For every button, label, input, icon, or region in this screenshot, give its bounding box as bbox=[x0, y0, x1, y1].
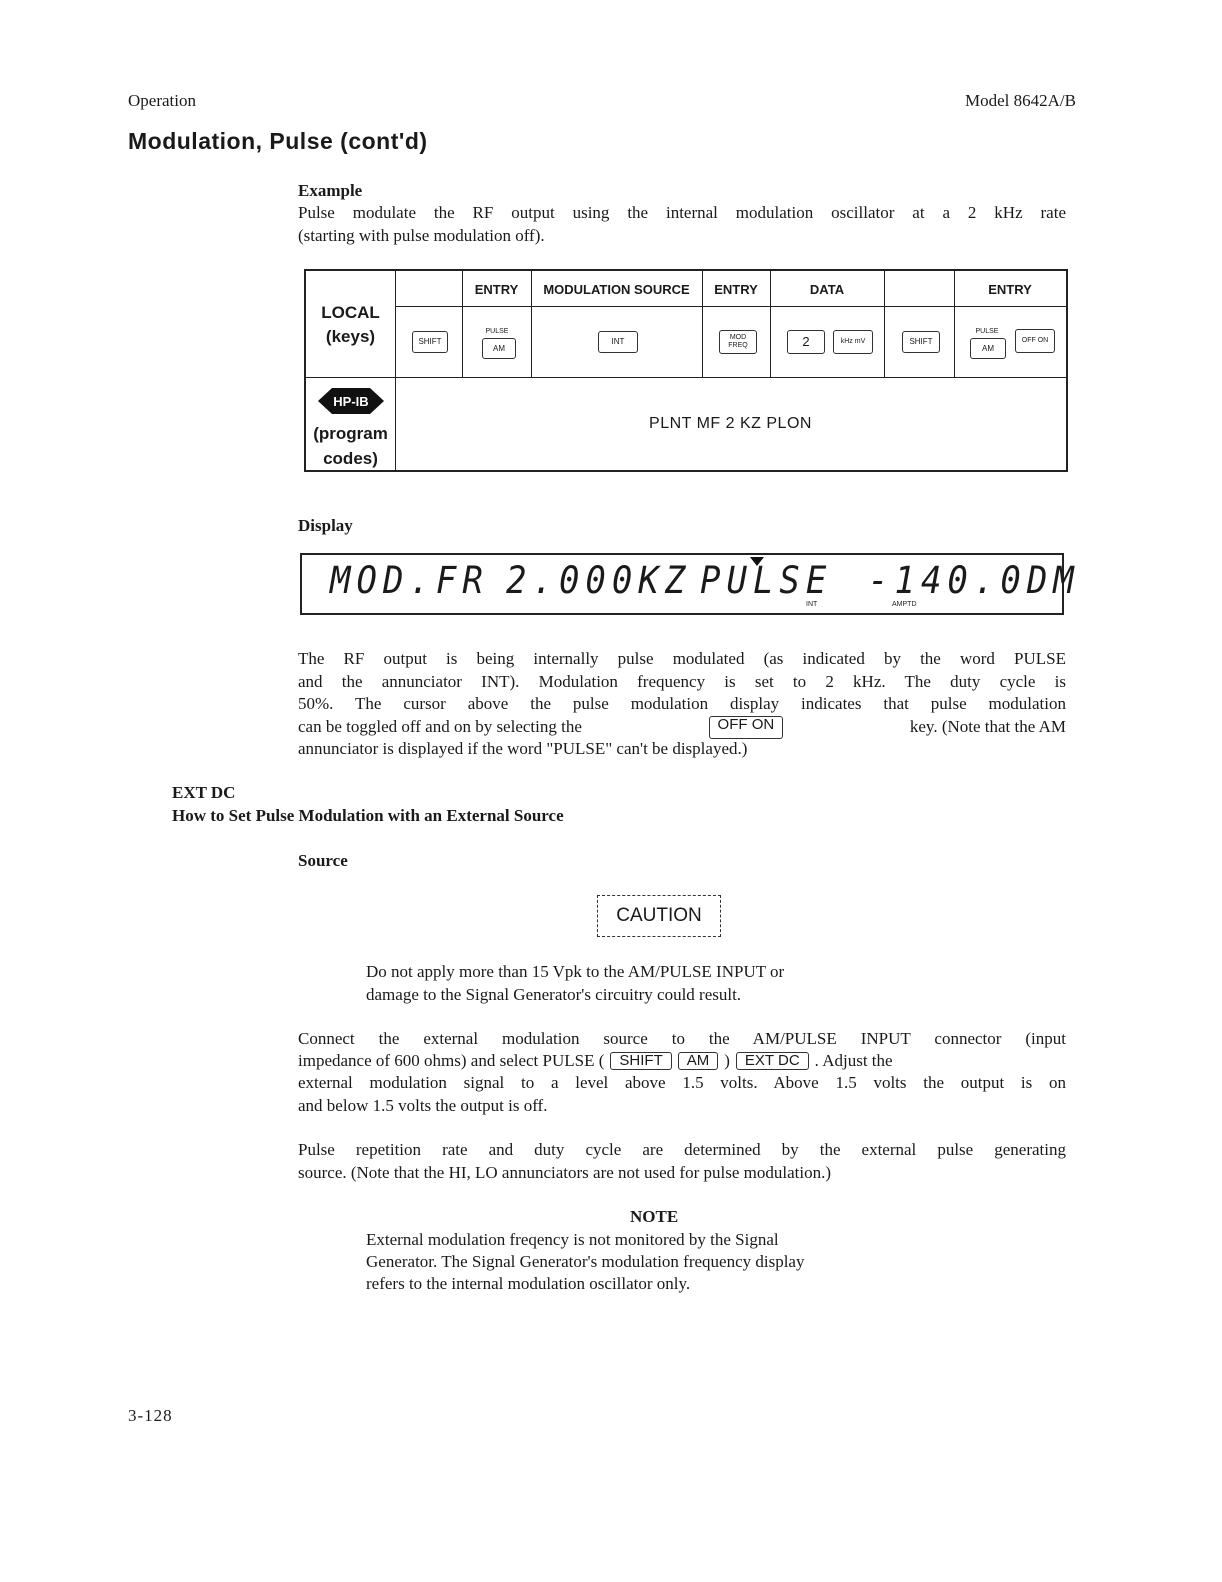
keystroke-table bbox=[304, 269, 1068, 472]
desc-line-1: The RF output is being internally pulse modulated (as indicated by the word PULSE bbox=[298, 649, 1066, 668]
shift-key-2: SHIFT bbox=[902, 331, 940, 353]
col-entry-3: ENTRY bbox=[988, 281, 1032, 297]
connect-line-4: and below 1.5 volts the output is off. bbox=[298, 1096, 548, 1115]
connect-line-2-a: impedance of 600 ohms) and select PULSE ( bbox=[298, 1051, 605, 1070]
col-entry-2: ENTRY bbox=[714, 281, 758, 297]
display-mod-freq: MOD.FR bbox=[330, 559, 489, 603]
col-data: DATA bbox=[809, 281, 845, 297]
desc-line-2: and the annunciator INT). Modulation frequency is set to 2 kHz. The duty cycle is bbox=[298, 672, 1066, 691]
ext-dc-inline-key: EXT DC bbox=[736, 1052, 809, 1070]
col-entry-1: ENTRY bbox=[474, 281, 519, 297]
display-pulse: PULSE bbox=[700, 559, 833, 603]
annunciator-amptd: AMPTD bbox=[892, 601, 917, 608]
section-label: Operation bbox=[128, 91, 196, 110]
display-heading: Display bbox=[298, 516, 353, 535]
hpib-badge-text: HP-IB bbox=[333, 394, 369, 409]
off-on-inline-key: OFF ON bbox=[709, 716, 784, 739]
caution-line-1: Do not apply more than 15 Vpk to the AM/PULSE INPUT or bbox=[366, 962, 785, 981]
shift-inline-key: SHIFT bbox=[610, 1052, 671, 1070]
ext-dc-subheading: How to Set Pulse Modulation with an External Source bbox=[172, 806, 564, 825]
off-on-key: OFF ON bbox=[1015, 329, 1055, 353]
mod-freq-key: MOD FREQ bbox=[719, 330, 757, 354]
khz-mv-key: kHz mV bbox=[833, 330, 873, 354]
desc-line-4 bbox=[298, 716, 1066, 739]
example-line-2: (starting with pulse modulation off). bbox=[298, 226, 545, 245]
page-number: 3-128 bbox=[128, 1406, 173, 1425]
caution-line-2: damage to the Signal Generator's circuitry could result. bbox=[366, 985, 742, 1004]
connect-line-3: external modulation signal to a level above 1.5 volts. Above 1.5 volts the output is on bbox=[298, 1073, 1066, 1092]
hpib-badge-icon bbox=[316, 385, 386, 417]
codes-label: codes) bbox=[323, 449, 378, 468]
local-label: LOCAL bbox=[321, 303, 380, 322]
display-amplitude: -140.0DM bbox=[868, 559, 1080, 603]
note-line-1: External modulation freqency is not monitored by the Signal bbox=[366, 1230, 779, 1249]
program-codes: PLNT MF 2 KZ PLON bbox=[649, 415, 812, 432]
note-heading: NOTE bbox=[630, 1207, 679, 1226]
desc-line-5: annunciator is displayed if the word "PULSE" can't be displayed.) bbox=[298, 739, 748, 758]
keys-label: (keys) bbox=[325, 327, 376, 346]
pulse-label-2: PULSE bbox=[975, 328, 999, 335]
source-heading: Source bbox=[298, 851, 348, 870]
col-modulation-source: MODULATION SOURCE bbox=[543, 281, 690, 297]
annunciator-int: INT bbox=[806, 601, 818, 608]
desc-line-4-b: key. (Note that the AM bbox=[909, 717, 1066, 736]
note-line-2: Generator. The Signal Generator's modulation frequency display bbox=[366, 1252, 805, 1271]
example-heading: Example bbox=[298, 181, 363, 200]
connect-line-1: Connect the external modulation source to the AM/PULSE INPUT connector (input bbox=[298, 1029, 1066, 1048]
digit-2-key: 2 bbox=[787, 330, 825, 354]
page-title: Modulation, Pulse (cont'd) bbox=[128, 128, 428, 154]
am-key: AM bbox=[482, 338, 516, 359]
am-inline-key: AM bbox=[678, 1052, 719, 1070]
pulse-rep-line-1: Pulse repetition rate and duty cycle are determined by the external pulse generating bbox=[298, 1140, 1066, 1159]
pulse-rep-line-2: source. (Note that the HI, LO annunciators are not used for pulse modulation.) bbox=[298, 1163, 831, 1182]
connect-line-2-c: . Adjust the bbox=[814, 1051, 893, 1070]
model-label: Model 8642A/B bbox=[965, 91, 1076, 110]
example-line-1: Pulse modulate the RF output using the internal modulation oscillator at a 2 kHz rate bbox=[298, 203, 1066, 222]
ext-dc-heading: EXT DC bbox=[172, 783, 236, 802]
program-label: (program bbox=[313, 424, 388, 443]
desc-line-4-a: can be toggled off and on by selecting the bbox=[298, 717, 582, 736]
desc-line-3: 50%. The cursor above the pulse modulation display indicates that pulse modulation bbox=[298, 694, 1066, 713]
lcd-display bbox=[300, 553, 1080, 615]
pulse-label: PULSE bbox=[485, 328, 509, 335]
display-frequency: 2.000KZ bbox=[506, 559, 692, 603]
connect-line-2-b: ) bbox=[724, 1051, 730, 1070]
shift-key: SHIFT bbox=[412, 331, 448, 353]
note-line-3: refers to the internal modulation oscillator only. bbox=[366, 1274, 691, 1293]
int-key: INT bbox=[598, 331, 638, 353]
caution-box: CAUTION bbox=[597, 895, 721, 937]
am-key-2: AM bbox=[970, 338, 1006, 359]
connect-line-2 bbox=[298, 1050, 1066, 1073]
